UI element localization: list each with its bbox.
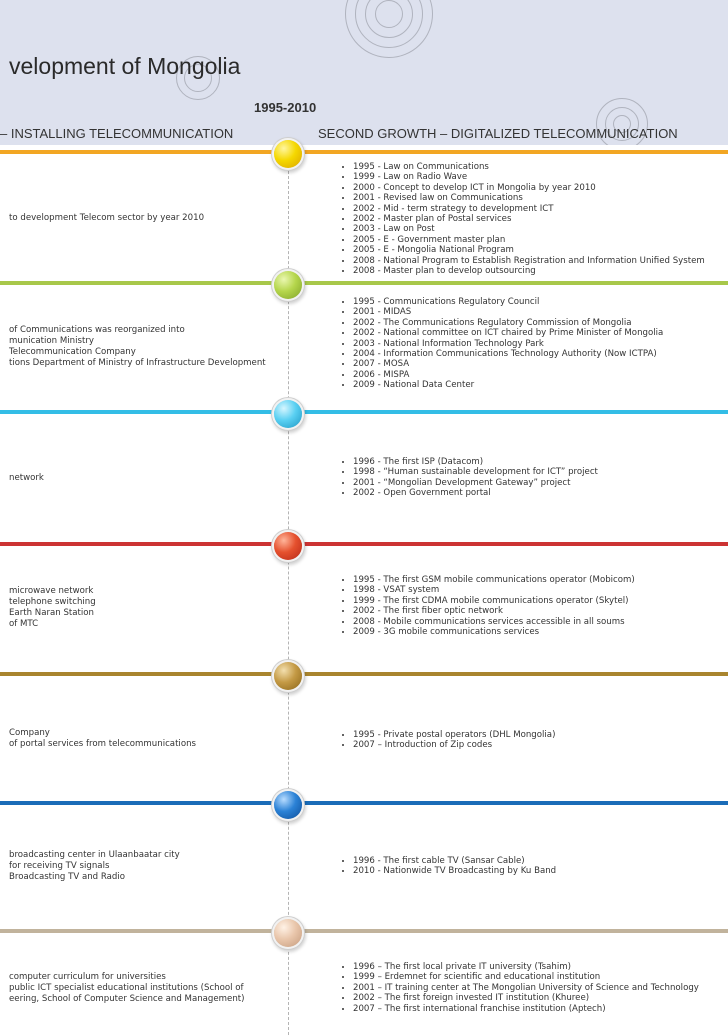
right-list-0 [339, 162, 705, 276]
list-item: • 1995 - Private postal operators (DHL Mongolia) [353, 730, 555, 740]
list-item: • 2008 - Mobile communications services accessible in all soums [353, 617, 635, 627]
red-sphere-icon [274, 532, 302, 560]
page-title: velopment of Mongolia [9, 53, 241, 79]
band-line-6 [0, 929, 728, 933]
left-item: tions Department of Ministry of Infrastructure Development [9, 358, 266, 368]
band-line-2 [0, 410, 728, 414]
list-item: • 2002 – The first foreign invested IT institution (Khuree) [353, 993, 699, 1003]
list-item: • 2006 - MISPA [353, 370, 663, 380]
band-line-4 [0, 672, 728, 676]
period-label: 1995-2010 [254, 100, 317, 115]
list-item: • 2005 - E - Government master plan [353, 235, 705, 245]
left-item: munication Ministry [9, 336, 94, 346]
left-list-6 [9, 972, 245, 1005]
left-list-1 [9, 325, 266, 369]
beige-sphere-icon [274, 919, 302, 947]
left-list-4 [9, 728, 196, 750]
left-list-5 [9, 850, 180, 883]
band-line-5 [0, 801, 728, 805]
band-line-0 [0, 150, 728, 154]
list-item: • 2002 - The Communications Regulatory Commission of Mongolia [353, 318, 663, 328]
list-item: • 1995 - Law on Communications [353, 162, 705, 172]
left-item: Telecommunication Company [9, 347, 136, 357]
list-item: • 1995 - The first GSM mobile communications operator (Mobicom) [353, 575, 635, 585]
list-item: • 1999 - The first CDMA mobile communications operator (Skytel) [353, 596, 635, 606]
left-item: for receiving TV signals [9, 861, 110, 871]
list-item: • 1999 - Law on Radio Wave [353, 172, 705, 182]
header-banner [0, 0, 728, 145]
list-item: • 2009 - National Data Center [353, 380, 663, 390]
list-item: • 2001 - MIDAS [353, 307, 663, 317]
decorative-circle-icon [375, 0, 403, 28]
list-item: • 1999 – Erdemnet for scientific and educational institution [353, 972, 699, 982]
right-list-2 [339, 457, 598, 499]
list-item: • 2007 – The first international franchise institution (Aptech) [353, 1004, 699, 1014]
left-item: of MTC [9, 619, 39, 629]
band-line-1 [0, 281, 728, 285]
cyan-sphere-icon [274, 400, 302, 428]
green-sphere-icon [274, 271, 302, 299]
list-item: • 1996 – The first local private IT university (Tsahim) [353, 962, 699, 972]
right-list-4 [339, 730, 555, 751]
blue-sphere-icon [274, 791, 302, 819]
left-list-2 [9, 473, 44, 484]
yellow-sphere-icon [274, 140, 302, 168]
bronze-sphere-icon [274, 662, 302, 690]
left-item: computer curriculum for universities [9, 972, 166, 982]
list-item: • 2002 - The first fiber optic network [353, 606, 635, 616]
left-item: telephone switching [9, 597, 96, 607]
list-item: • 2001 - “Mongolian Development Gateway” project [353, 478, 598, 488]
list-item: • 2010 - Nationwide TV Broadcasting by Ku Band [353, 866, 556, 876]
list-item: • 2008 - Master plan to develop outsourcing [353, 266, 705, 276]
left-item: to development Telecom sector by year 2010 [9, 213, 205, 223]
left-item: of Communications was reorganized into [9, 325, 185, 335]
right-list-1 [339, 297, 663, 391]
list-item: • 2003 - National Information Technology Park [353, 339, 663, 349]
left-item: Earth Naran Station [9, 608, 95, 618]
left-item: broadcasting center in Ulaanbaatar city [9, 850, 180, 860]
left-item: of portal services from telecommunications [9, 739, 197, 749]
list-item: • 2001 - Revised law on Communications [353, 193, 705, 203]
list-item: • 2007 - MOSA [353, 359, 663, 369]
list-item: • 2000 - Concept to develop ICT in Mongolia by year 2010 [353, 183, 705, 193]
band-line-3 [0, 542, 728, 546]
left-item: eering, School of Computer Science and Management) [9, 994, 245, 1004]
list-item: • 1996 - The first cable TV (Sansar Cable) [353, 856, 556, 866]
right-list-5 [339, 856, 556, 877]
list-item: • 1998 - VSAT system [353, 585, 635, 595]
list-item: • 2007 – Introduction of Zip codes [353, 740, 555, 750]
list-item: • 2003 - Law on Post [353, 224, 705, 234]
right-column-heading: SECOND GROWTH – DIGITALIZED TELECOMMUNICATION [318, 126, 678, 141]
list-item: • 2002 - Open Government portal [353, 488, 598, 498]
left-list-3 [9, 586, 96, 630]
list-item: • 1995 - Communications Regulatory Council [353, 297, 663, 307]
left-item: public ICT specialist educational institutions (School of [9, 983, 244, 993]
list-item: • 2002 - National committee on ICT chaired by Prime Minister of Mongolia [353, 328, 663, 338]
list-item: • 2005 - E - Mongolia National Program [353, 245, 705, 255]
left-item: Broadcasting TV and Radio [9, 872, 125, 882]
list-item: • 2008 - National Program to Establish Registration and Information Unified System [353, 256, 705, 266]
list-item: • 2009 - 3G mobile communications services [353, 627, 635, 637]
list-item: • 1998 - “Human sustainable development for ICT” project [353, 467, 598, 477]
left-item: network [9, 473, 44, 483]
list-item: • 2001 – IT training center at The Mongolian University of Science and Technology [353, 983, 699, 993]
left-list-0 [9, 213, 204, 224]
left-item: microwave network [9, 586, 94, 596]
list-item: • 2002 - Master plan of Postal services [353, 214, 705, 224]
right-list-6 [339, 962, 699, 1014]
list-item: • 1996 - The first ISP (Datacom) [353, 457, 598, 467]
list-item: • 2002 - Mid - term strategy to development ICT [353, 204, 705, 214]
right-list-3 [339, 575, 635, 637]
left-item: Company [9, 728, 50, 738]
left-column-heading: – INSTALLING TELECOMMUNICATION [0, 126, 234, 141]
list-item: • 2004 - Information Communications Technology Authority (Now ICTPA) [353, 349, 663, 359]
